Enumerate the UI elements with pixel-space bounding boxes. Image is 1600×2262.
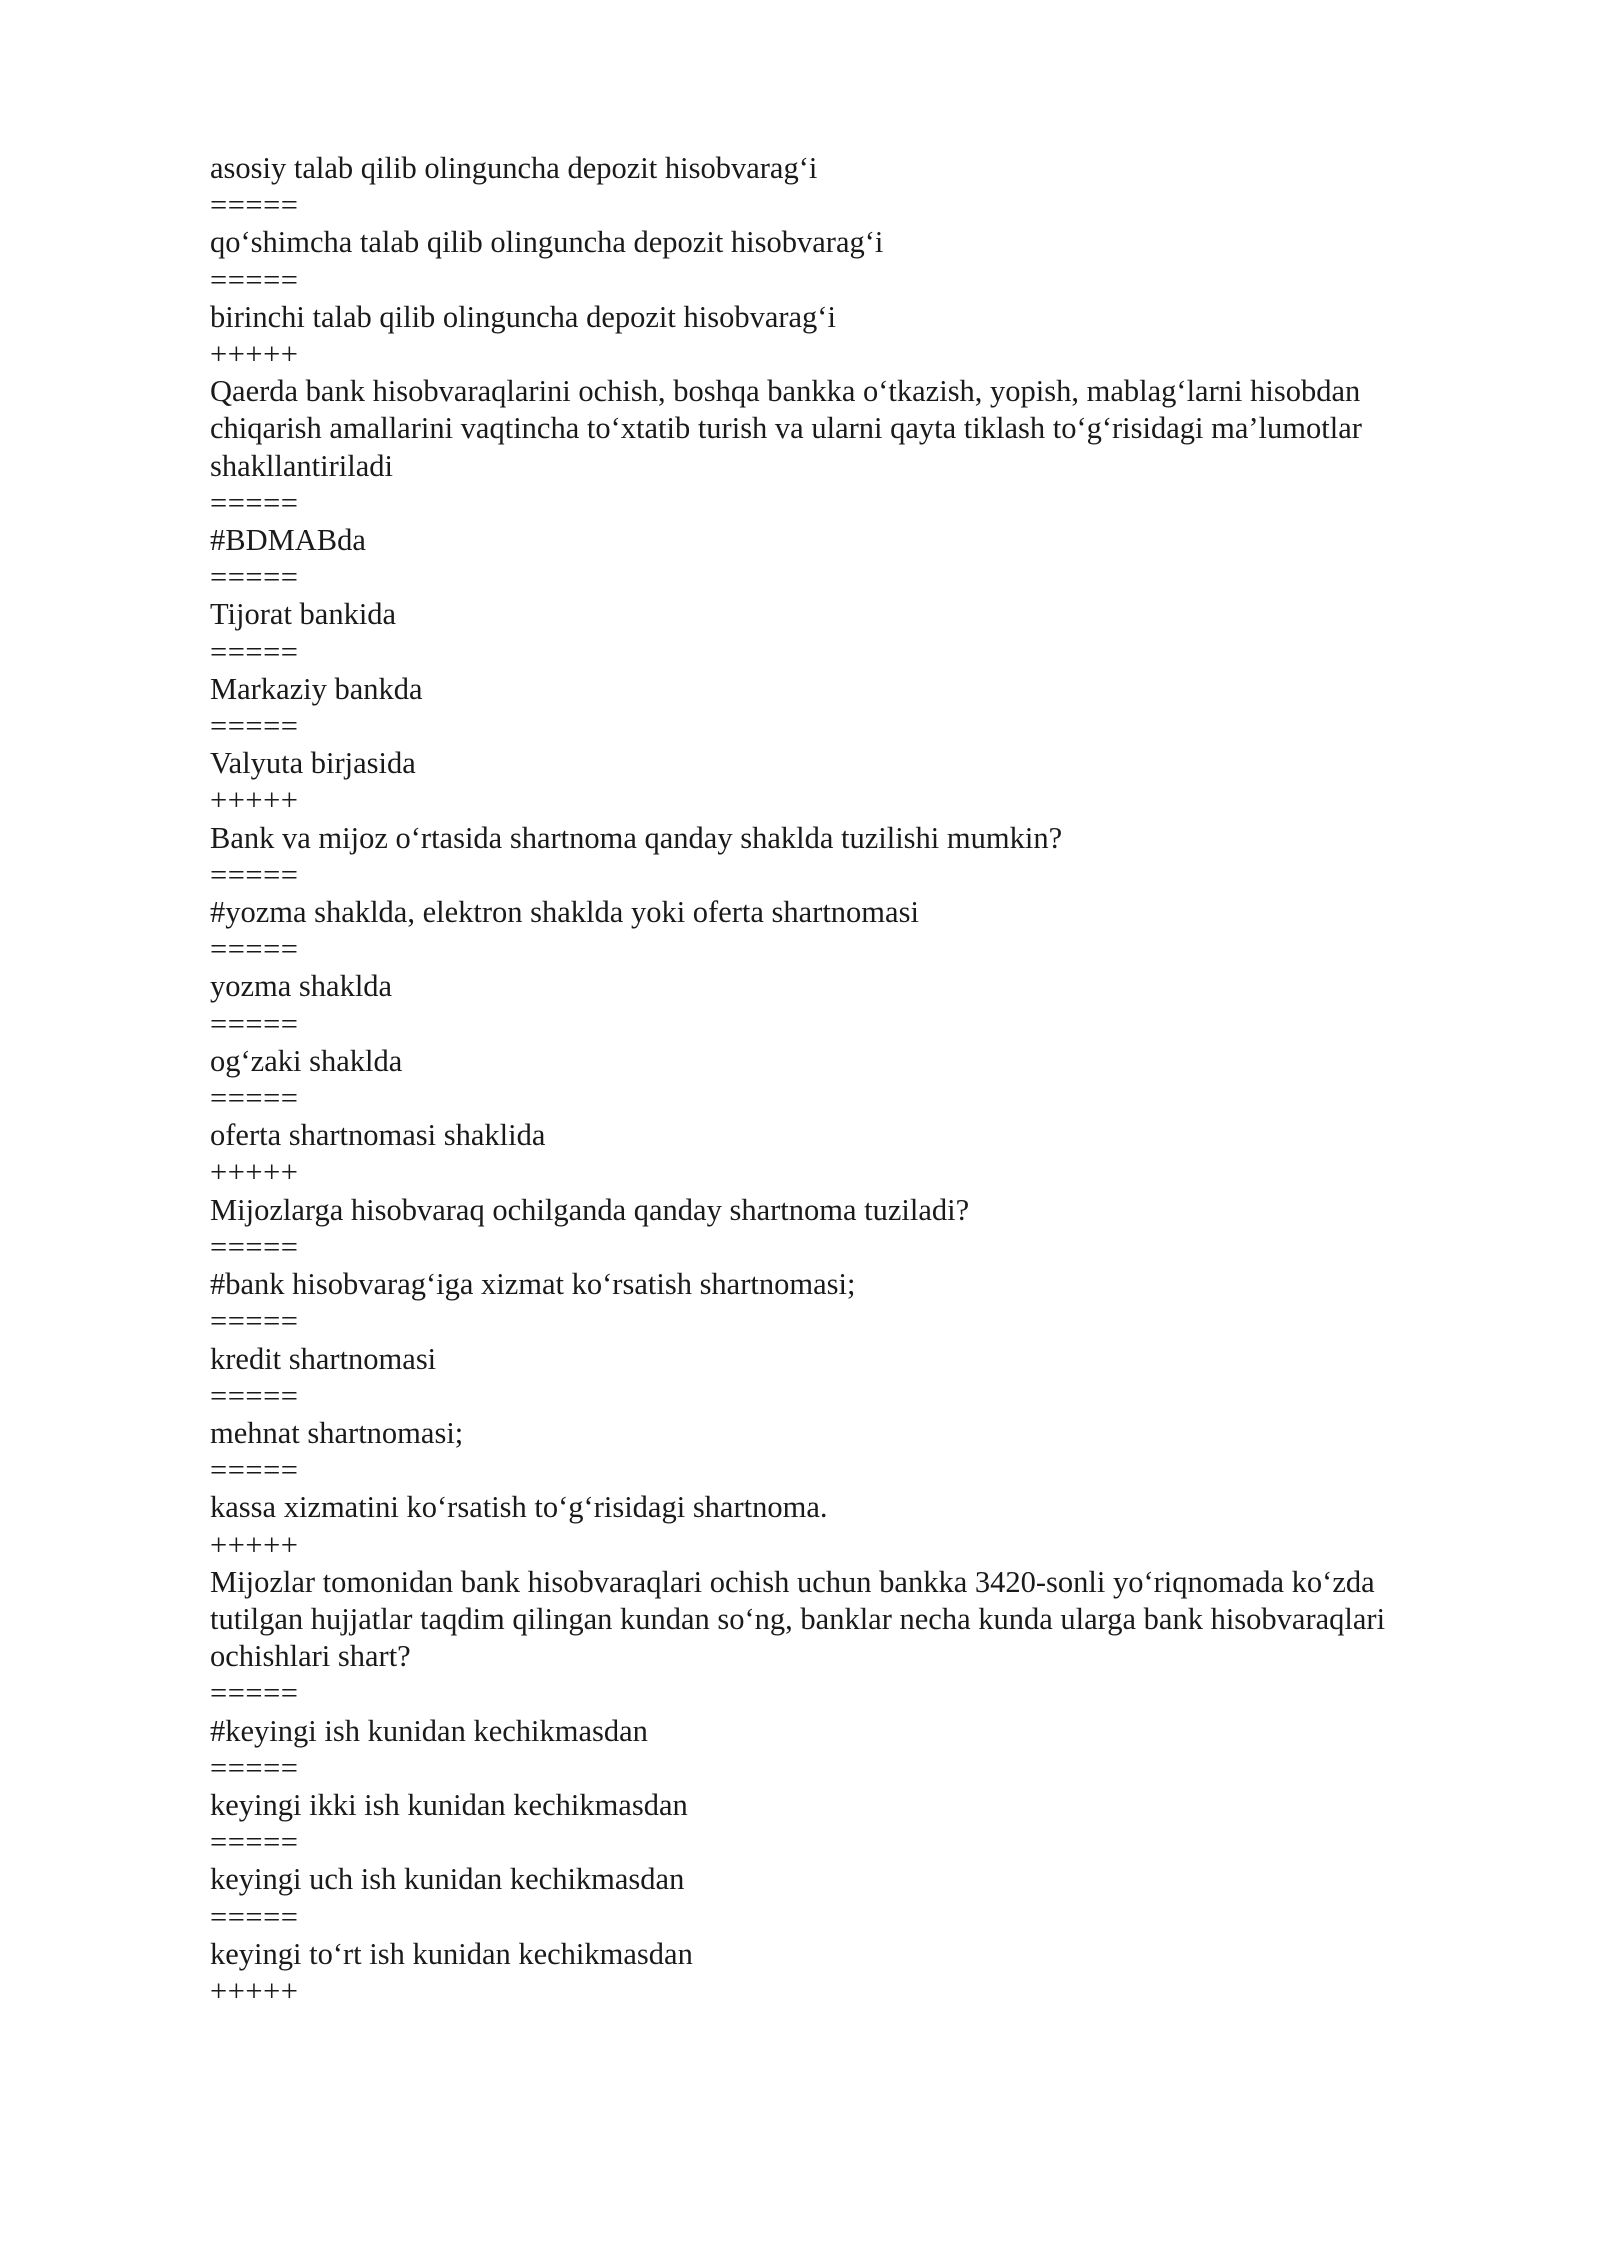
question-text: Mijozlarga hisobvaraq ochilganda qanday shartnoma tuziladi? [210, 1192, 970, 1227]
option-separator: ===== [210, 1676, 299, 1711]
option-separator: ===== [210, 1229, 299, 1264]
option-separator: ===== [210, 560, 299, 595]
option-separator: ===== [210, 262, 299, 297]
option-separator: ===== [210, 932, 299, 967]
option-separator: ===== [210, 1453, 299, 1488]
answer-option: og‘zaki shaklda [210, 1043, 403, 1078]
answer-option: qo‘shimcha talab qilib olinguncha depozit hisobvarag‘i [210, 225, 884, 260]
correct-answer-option: #keyingi ish kunidan kechikmasdan [210, 1713, 648, 1748]
question-separator: +++++ [210, 783, 299, 818]
option-separator: ===== [210, 1006, 299, 1041]
answer-option: asosiy talab qilib olinguncha depozit hisobvarag‘i [210, 151, 818, 185]
option-separator: ===== [210, 1378, 299, 1413]
document-page [210, 150, 1470, 2010]
correct-answer-option: #yozma shaklda, elektron shaklda yoki oferta shartnomasi [210, 895, 919, 930]
question-text: Bank va mijoz o‘rtasida shartnoma qanday shaklda tuzilishi mumkin? [210, 820, 1063, 855]
option-separator: ===== [210, 1825, 299, 1860]
answer-option: Valyuta birjasida [210, 746, 416, 781]
question-separator: +++++ [210, 1973, 299, 2008]
option-separator: ===== [210, 709, 299, 744]
answer-option: oferta shartnomasi shaklida [210, 1118, 546, 1153]
answer-option: kredit shartnomasi [210, 1341, 437, 1376]
answer-option: kassa xizmatini ko‘rsatish to‘g‘risidagi shartnoma. [210, 1490, 828, 1525]
option-separator: ===== [210, 857, 299, 892]
option-separator: ===== [210, 188, 299, 223]
correct-answer-option: #bank hisobvarag‘iga xizmat ko‘rsatish shartnomasi; [210, 1267, 856, 1302]
option-separator: ===== [210, 1304, 299, 1339]
option-separator: ===== [210, 1750, 299, 1785]
question-separator: +++++ [210, 337, 299, 372]
correct-answer-option: #BDMABda [210, 523, 366, 558]
option-separator: ===== [210, 1899, 299, 1934]
question-text: Qaerda bank hisobvaraqlarini ochish, boshqa bankka o‘tkazish, yopish, mablag‘larni hisobdan chiqarish amallarini vaqtincha to‘xtatib turish va ularni qayta tiklash to‘g‘risidagi ma’lumotlar shakllantiriladi [210, 374, 1362, 483]
answer-option: keyingi ikki ish kunidan kechikmasdan [210, 1787, 688, 1822]
option-separator: ===== [210, 634, 299, 669]
answer-option: yozma shaklda [210, 969, 393, 1004]
answer-option: Markaziy bankda [210, 671, 423, 706]
option-separator: ===== [210, 1081, 299, 1116]
answer-option: keyingi uch ish kunidan kechikmasdan [210, 1862, 685, 1897]
question-text: Mijozlar tomonidan bank hisobvaraqlari ochish uchun bankka 3420-sonli yo‘riqnomada ko‘zda tutilgan hujjatlar taqdim qilingan kundan so‘ng, banklar necha kunda ularga bank hisobvaraqlari ochishlari shart? [210, 1564, 1386, 1674]
question-separator: +++++ [210, 1155, 299, 1190]
answer-option: birinchi talab qilib olinguncha depozit hisobvarag‘i [210, 299, 836, 334]
question-separator: +++++ [210, 1527, 299, 1562]
answer-option: mehnat shartnomasi; [210, 1415, 464, 1450]
answer-option: Tijorat bankida [210, 597, 397, 632]
answer-option: keyingi to‘rt ish kunidan kechikmasdan [210, 1936, 693, 1971]
option-separator: ===== [210, 485, 299, 520]
